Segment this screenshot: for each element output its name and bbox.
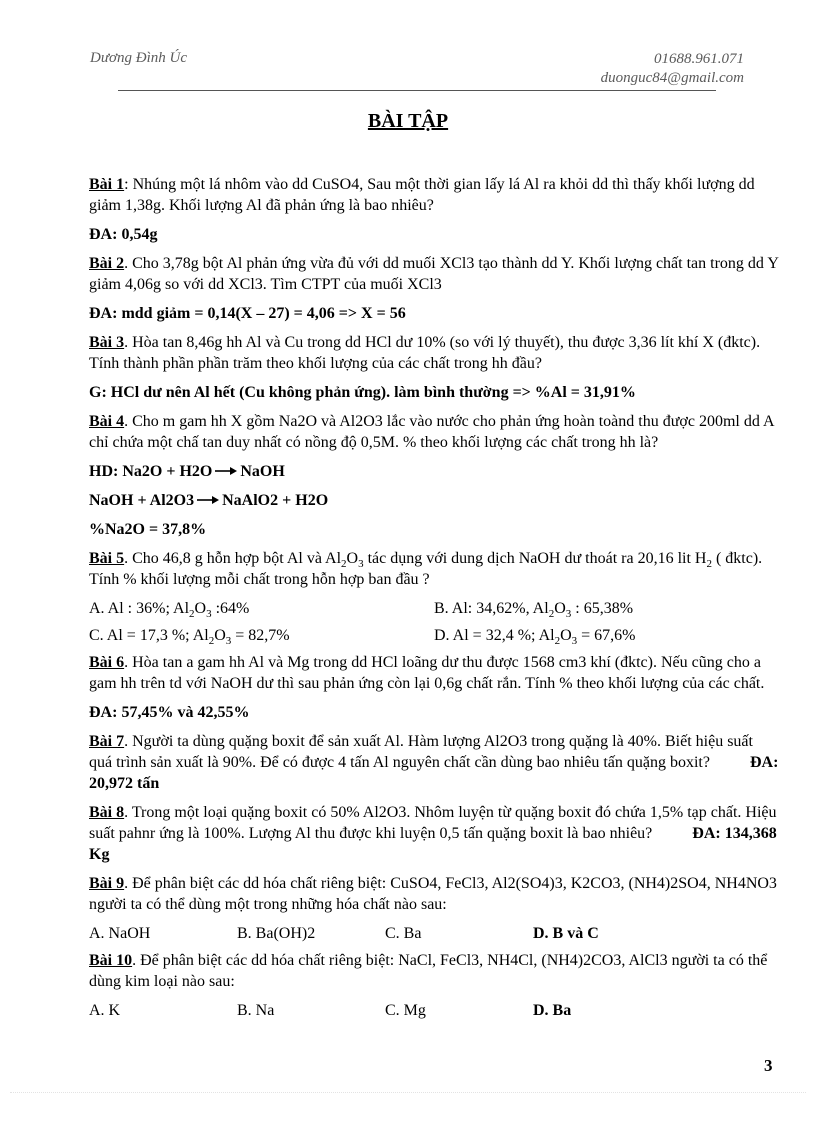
exercise-2-text: . Cho 3,78g bột Al phản ứng vừa đủ với dd muối XCl3 tạo thành dd Y. Khối lượng chất tan trong dd Y giảm 4,06g so với dd XCl3. Tìm CTPT của muối XCl3 (89, 255, 779, 293)
page-title: BÀI TẬP (367, 110, 449, 132)
exercise-4-equation-2 (89, 490, 779, 511)
option-a (89, 598, 434, 619)
exercise-3 (89, 332, 779, 374)
contact-block (560, 50, 744, 88)
equation-2-right: NaAlO2 + H2O (222, 492, 329, 509)
exercise-9-text: . Để phân biệt các dd hóa chất riêng biệt: CuSO4, FeCl3, Al2(SO4)3, K2CO3, (NH4)2SO4, NH4NO3 người ta có thể dùng một trong những hóa chất nào sau: (89, 875, 777, 913)
option-b (434, 598, 779, 619)
email-address: duonguc84@gmail.com (600, 70, 744, 86)
footer-divider (10, 1092, 806, 1093)
exercise-1-answer: ĐA: 0,54g (89, 226, 158, 243)
option-d-text: D. Al = 32,4 %; Al (434, 627, 555, 644)
subscript: 2 (554, 635, 561, 648)
exercise-7-text: . Người ta dùng quặng boxit để sản xuất Al. Hàm lượng Al2O3 trong quặng là 40%. Biết hiệu suất quá trình sản xuất là 90%. Để có được 4 tấn Al nguyên chất cần dùng bao nhiêu tấn quặng boxit? (89, 733, 753, 771)
option-d: D. Ba (533, 1002, 572, 1019)
subscript: 3 (225, 635, 232, 648)
oxygen-symbol: O (560, 627, 572, 644)
exercise-9 (89, 873, 779, 915)
subscript: 2 (706, 558, 712, 571)
exercise-3-label: Bài 3 (89, 334, 125, 351)
exercise-5-options-row-2 (89, 625, 779, 646)
option-c-text: C. Al = 17,3 %; Al (89, 627, 209, 644)
exercise-4-text: . Cho m gam hh X gồm Na2O và Al2O3 lắc vào nước cho phản ứng hoàn toànd thu được 200ml dd A chỉ chứa một chấ tan duy nhất có nồng độ 0,5M. % theo khối lượng các chất trong hh là? (89, 413, 774, 451)
exercise-6-text: . Hòa tan a gam hh Al và Mg trong dd HCl loãng dư thu được 1568 cm3 khí (đktc). Nếu cũng cho a gam hh trên td với NaOH dư thì sau phản ứng còn lại 0,6g chất rắn. Tính % theo khối lượng của các chất. (89, 654, 765, 692)
option-a-text: A. Al : 36%; Al (89, 600, 190, 617)
exercise-8-label: Bài 8 (89, 804, 125, 821)
subscript: 3 (206, 608, 212, 621)
exercise-10 (89, 950, 779, 992)
subscript: 3 (358, 558, 364, 571)
option-d: D. B và C (533, 925, 599, 942)
subscript: 2 (208, 635, 215, 648)
exercise-10-text: . Để phân biệt các dd hóa chất riêng biệt: NaCl, FeCl3, NH4Cl, (NH4)2CO3, AlCl3 người ta có thể dùng kim loại nào sau: (89, 952, 768, 990)
option-a-value: :64% (211, 600, 250, 617)
exercise-3-answer: G: HCl dư nên Al hết (Cu không phản ứng). làm bình thường => %Al = 31,91% (89, 384, 636, 401)
oxygen-symbol: O (194, 600, 207, 617)
subscript: 3 (565, 608, 572, 621)
exercise-1-label: Bài 1 (89, 176, 125, 193)
exercise-list (89, 174, 779, 1027)
option-d (434, 625, 779, 646)
option-b: B. Ba(OH)2 (237, 925, 316, 942)
exercise-4-answer: %Na2O = 37,8% (89, 521, 207, 538)
exercise-7-answer: ĐA: 20,972 tấn (89, 754, 779, 792)
equation-1-right: NaOH (240, 463, 285, 480)
option-c (89, 625, 434, 646)
exercise-10-options (89, 1000, 779, 1021)
option-c: C. Ba (385, 925, 422, 942)
option-a: A. K (89, 1002, 121, 1019)
exercise-4-equation-1 (89, 461, 779, 482)
exercise-5-text-2: O (346, 550, 359, 567)
subscript: 2 (341, 558, 347, 571)
exercise-1-text: : Nhúng một lá nhôm vào dd CuSO4, Sau một thời gian lấy lá Al ra khỏi dd thì thấy khối lượng dd giảm 1,38g. Khối lượng Al đã phản ứng là bao nhiêu? (89, 176, 755, 214)
exercise-8 (89, 802, 779, 865)
exercise-9-label: Bài 9 (89, 875, 125, 892)
exercise-7 (89, 731, 779, 794)
exercise-6-answer: ĐA: 57,45% và 42,55% (89, 704, 250, 721)
exercise-5-text-3: tác dụng với dung dịch NaOH dư thoát ra 20,16 lit H (363, 550, 707, 567)
subscript: 3 (571, 635, 578, 648)
exercise-10-label: Bài 10 (89, 952, 133, 969)
exercise-2-answer: ĐA: mdd giảm = 0,14(X – 27) = 4,06 => X = 56 (89, 305, 406, 322)
equation-1-left: HD: Na2O + H2O (89, 463, 213, 480)
exercise-7-label: Bài 7 (89, 733, 125, 750)
exercise-4-label: Bài 4 (89, 413, 125, 430)
right-arrow-icon (212, 461, 240, 482)
exercise-2-label: Bài 2 (89, 255, 125, 272)
option-b-value: : 65,38% (571, 600, 634, 617)
right-arrow-icon (194, 490, 222, 511)
option-c: C. Mg (385, 1002, 426, 1019)
exercise-1 (89, 174, 779, 216)
option-d-value: = 67,6% (577, 627, 636, 644)
equation-2-left: NaOH + Al2O3 (89, 492, 195, 509)
subscript: 2 (189, 608, 195, 621)
oxygen-symbol: O (554, 600, 566, 617)
exercise-5-text-4: ( đktc). Tính % khối lượng mỗi chất trong hỗn hợp ban đầu ? (89, 550, 763, 588)
exercise-8-text: . Trong một loại quặng boxit có 50% Al2O3. Nhôm luyện từ quặng boxit đó chứa 1,5% tạp chất. Hiệu suất pahnr ứng là 100%. Lượng Al thu được khi luyện 0,5 tấn quặng boxit là bao nhiêu? (89, 804, 777, 842)
exercise-5 (89, 548, 779, 590)
exercise-2 (89, 253, 779, 295)
option-c-value: = 82,7% (231, 627, 290, 644)
page-number: 3 (764, 1056, 773, 1075)
option-b: B. Na (237, 1002, 275, 1019)
option-b-text: B. Al: 34,62%, Al (434, 600, 549, 617)
subscript: 2 (548, 608, 555, 621)
exercise-9-options (89, 923, 779, 944)
oxygen-symbol: O (214, 627, 226, 644)
phone-number: 01688.961.071 (654, 51, 744, 67)
exercise-5-options-row-1 (89, 598, 779, 619)
header-divider (118, 90, 716, 91)
exercise-8-answer: ĐA: 134,368 Kg (89, 825, 777, 863)
author-name: Dương Đình Úc (90, 50, 188, 66)
option-a: A. NaOH (89, 925, 151, 942)
exercise-4 (89, 411, 779, 453)
exercise-6-label: Bài 6 (89, 654, 125, 671)
exercise-5-text-1: . Cho 46,8 g hỗn hợp bột Al và Al (124, 550, 342, 567)
exercise-6 (89, 652, 779, 694)
exercise-5-label: Bài 5 (89, 550, 125, 567)
exercise-3-text: . Hòa tan 8,46g hh Al và Cu trong dd HCl dư 10% (so với lý thuyết), thu được 3,36 lít khí X (đktc). Tính thành phần phần trăm theo khối lượng của các chất trong hh đầu? (89, 334, 761, 372)
